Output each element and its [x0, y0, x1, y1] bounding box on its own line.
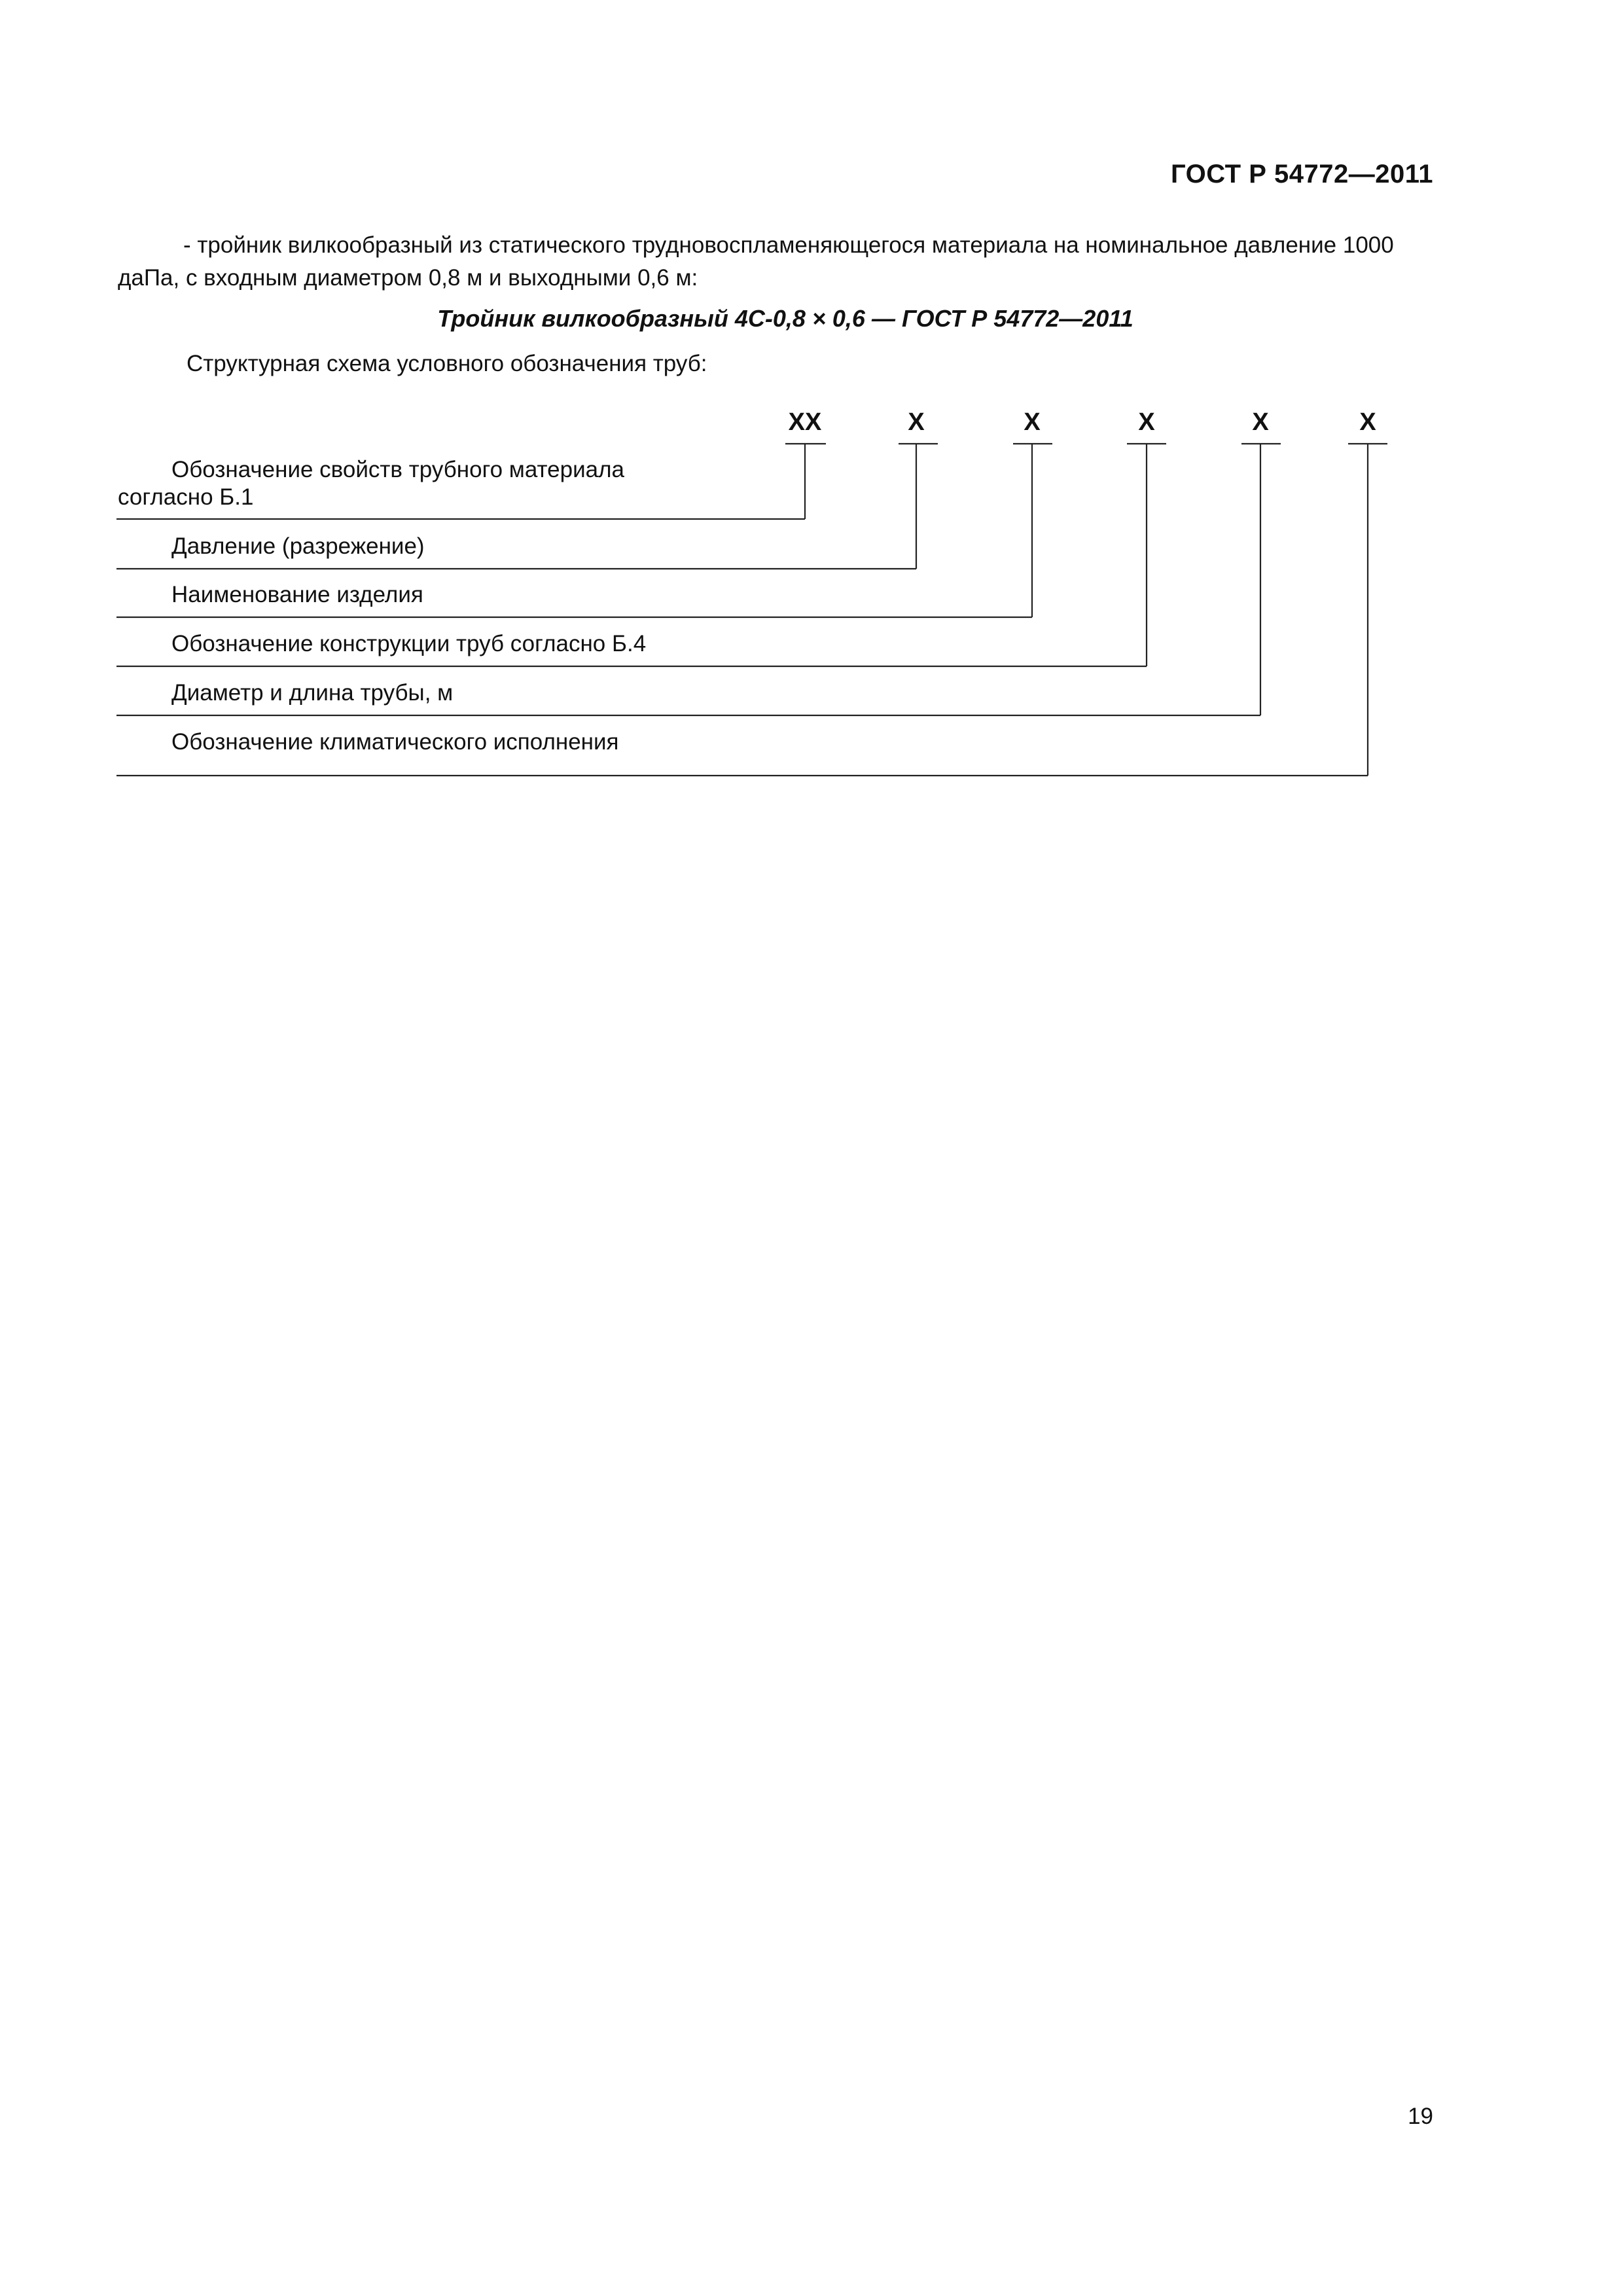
- code-climate: Х: [1359, 408, 1376, 436]
- schema-row-product-name: Наименование изделия: [171, 582, 423, 607]
- code-product: Х: [1024, 408, 1041, 436]
- document-standard-id: ГОСТ Р 54772—2011: [1171, 160, 1433, 188]
- example-paragraph: - тройник вилкообразный из статического трудновоспламеняющегося материала на номинальное давление 1000 даПа, с входным диаметром 0,8 м и выходными 0,6 м:: [118, 232, 1394, 291]
- schema-row-pressure: Давление (разрежение): [171, 533, 425, 559]
- code-material: ХХ: [788, 408, 822, 436]
- schema-row-material: [118, 456, 760, 511]
- code-construction: Х: [1138, 408, 1155, 436]
- code-pressure: Х: [908, 408, 925, 436]
- code-diameter-length: Х: [1252, 408, 1269, 436]
- schema-row-climate: Обозначение климатического исполнения: [171, 729, 619, 755]
- schema-row-construction: Обозначение конструкции труб согласно Б.4: [171, 631, 647, 656]
- schema-row-material-line1: Обозначение свойств трубного материала: [171, 457, 625, 482]
- page-number: 19: [1408, 2104, 1433, 2129]
- schema-row-diameter-length: Диаметр и длина трубы, м: [171, 680, 454, 706]
- schema-title: Структурная схема условного обозначения труб:: [187, 351, 707, 376]
- schema-row-material-line2: согласно Б.1: [118, 484, 254, 510]
- example-designation: Тройник вилкообразный 4С-0,8 × 0,6 — ГОСТ Р 54772—2011: [437, 305, 1133, 332]
